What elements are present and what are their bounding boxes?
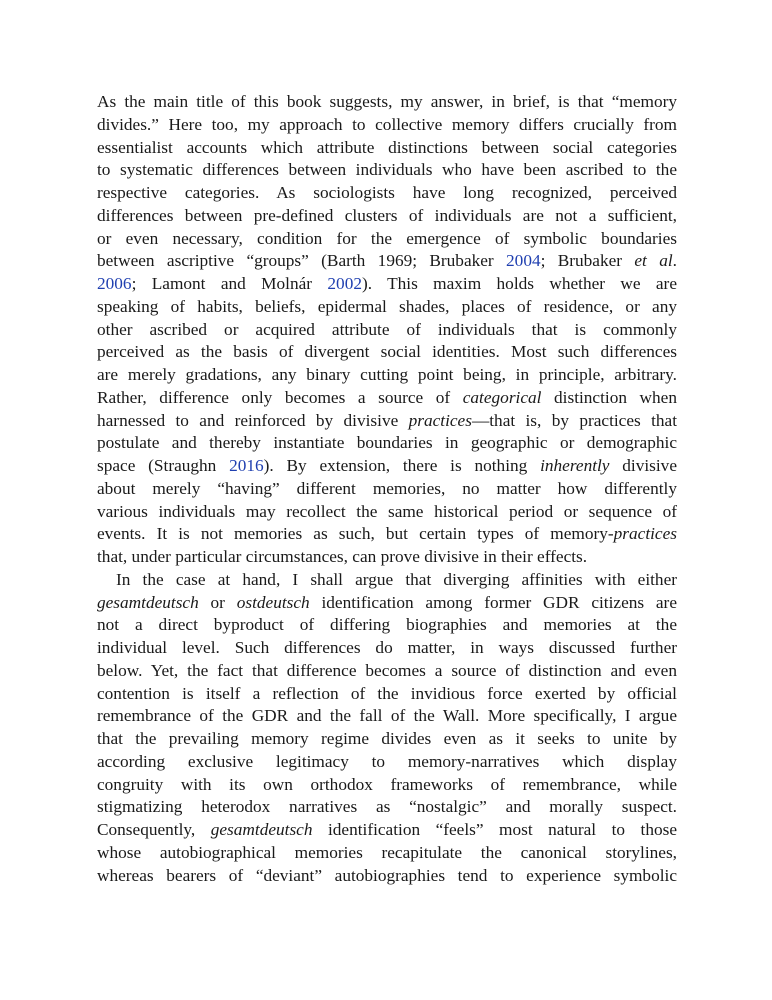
text-segment: not a direct byproduct of differing biographies and memories at the	[97, 615, 677, 635]
text-segment: essentialist accounts which attribute distinctions between social categories	[97, 137, 677, 157]
text-line	[97, 478, 677, 501]
text-segment: Rather, difference only becomes a source of	[97, 387, 463, 407]
text-segment: Consequently,	[97, 820, 211, 839]
text-segment: harnessed to and reinforced by divisive	[97, 410, 409, 430]
text-segment: speaking of habits, beliefs, epidermal shades, places of residence, or any	[97, 296, 677, 316]
text-segment: whose autobiographical memories recapitulate the canonical storylines,	[97, 842, 677, 862]
italic-text: practices	[613, 524, 677, 544]
text-segment: other ascribed or acquired attribute of individuals that is commonly	[97, 319, 677, 339]
text-line	[97, 250, 677, 273]
body-text	[97, 91, 677, 887]
text-line	[97, 569, 677, 592]
citation-link[interactable]: 2002	[327, 274, 362, 293]
text-line	[97, 660, 677, 683]
text-line	[97, 410, 677, 433]
text-line	[97, 523, 677, 546]
text-segment: ). This maxim holds whether we are	[361, 274, 677, 293]
text-line	[97, 432, 677, 455]
citation-link[interactable]: 2006	[97, 274, 132, 293]
text-segment: between ascriptive “groups” (Barth 1969; Brubaker	[97, 251, 507, 271]
text-segment: remembrance of the GDR and the fall of the Wall. More specifically, I argue	[97, 706, 677, 726]
text-line	[97, 774, 677, 797]
text-line	[97, 114, 677, 137]
text-segment: identification among former GDR citizens are	[309, 592, 677, 612]
italic-text: ostdeutsch	[236, 592, 310, 612]
text-line	[97, 683, 677, 706]
text-line	[97, 728, 677, 751]
text-segment: divides.” Here too, my approach to collective memory differs crucially from	[97, 114, 677, 134]
text-line	[97, 159, 677, 182]
text-segment: ; Lamont and Molnár	[131, 274, 328, 293]
text-segment: whereas bearers of “deviant” autobiographies tend to experience symbolic	[97, 865, 677, 885]
text-line	[97, 796, 677, 819]
text-segment: ). By extension, there is nothing	[263, 456, 541, 475]
text-segment: divisive	[609, 456, 677, 475]
text-segment: .	[672, 251, 677, 271]
text-line	[97, 387, 677, 410]
citation-link[interactable]: 2016	[229, 456, 264, 475]
text-line	[97, 637, 677, 660]
text-line	[97, 228, 677, 251]
text-segment: individual level. Such differences do matter, in ways discussed further	[97, 638, 677, 657]
text-segment: —that is, by practices that	[471, 410, 677, 430]
text-segment: space (Straughn	[97, 456, 230, 475]
text-segment: In the case at hand, I shall argue that diverging affinities with either	[116, 569, 677, 589]
text-line	[97, 296, 677, 319]
text-segment: identification “feels” most natural to those	[312, 820, 678, 839]
text-segment: according exclusive legitimacy to memory-narratives which display	[97, 751, 677, 771]
text-line	[97, 273, 677, 296]
text-segment: differences between pre-defined clusters of individuals are not a sufficient,	[97, 205, 677, 225]
text-line	[97, 341, 677, 364]
text-line	[97, 546, 677, 569]
text-segment: ; Brubaker	[540, 251, 635, 271]
text-line	[97, 182, 677, 205]
text-line	[97, 501, 677, 524]
text-segment: contention is itself a reflection of the invidious force exerted by official	[97, 683, 677, 703]
text-line	[97, 364, 677, 387]
text-segment: that the prevailing memory regime divides even as it seeks to unite by	[97, 729, 677, 748]
italic-text: inherently	[540, 456, 610, 475]
text-line	[97, 614, 677, 637]
text-line	[97, 842, 677, 865]
text-segment: to systematic differences between individuals who have been ascribed to the	[97, 160, 677, 180]
text-segment: below. Yet, the fact that difference becomes a source of distinction and even	[97, 660, 677, 680]
italic-text: practices	[408, 410, 472, 430]
text-line	[97, 751, 677, 774]
text-segment: events. It is not memories as such, but certain types of memory-	[97, 524, 614, 544]
text-line	[97, 137, 677, 160]
text-segment: respective categories. As sociologists have long recognized, perceived	[97, 183, 677, 202]
text-line	[97, 91, 677, 114]
text-segment: or	[198, 592, 237, 612]
text-segment: As the main title of this book suggests, my answer, in brief, is that “memory	[97, 92, 677, 111]
italic-text: et al	[634, 251, 673, 271]
text-segment: are merely gradations, any binary cutting point being, in principle, arbitrary.	[97, 365, 677, 384]
text-segment: that, under particular circumstances, can prove divisive in their effects.	[97, 547, 588, 566]
text-segment: or even necessary, condition for the emergence of symbolic boundaries	[97, 228, 677, 248]
text-line	[97, 319, 677, 342]
italic-text: gesamtdeutsch	[210, 820, 313, 839]
text-line	[97, 205, 677, 228]
text-segment: stigmatizing heterodox narratives as “nostalgic” and morally suspect.	[97, 797, 677, 817]
text-line	[97, 455, 677, 478]
text-segment: various individuals may recollect the same historical period or sequence of	[97, 501, 677, 521]
italic-text: categorical	[462, 387, 542, 407]
text-line	[97, 592, 677, 615]
text-segment: about merely “having” different memories, no matter how differently	[97, 478, 677, 498]
italic-text: gesamtdeutsch	[97, 592, 199, 612]
text-line	[97, 819, 677, 842]
text-line	[97, 705, 677, 728]
text-segment: postulate and thereby instantiate boundaries in geographic or demographic	[97, 433, 677, 453]
text-line	[97, 865, 677, 888]
text-segment: distinction when	[541, 387, 677, 407]
citation-link[interactable]: 2004	[506, 251, 541, 271]
text-segment: congruity with its own orthodox frameworks of remembrance, while	[97, 774, 677, 794]
text-segment: perceived as the basis of divergent social identities. Most such differences	[97, 342, 677, 362]
